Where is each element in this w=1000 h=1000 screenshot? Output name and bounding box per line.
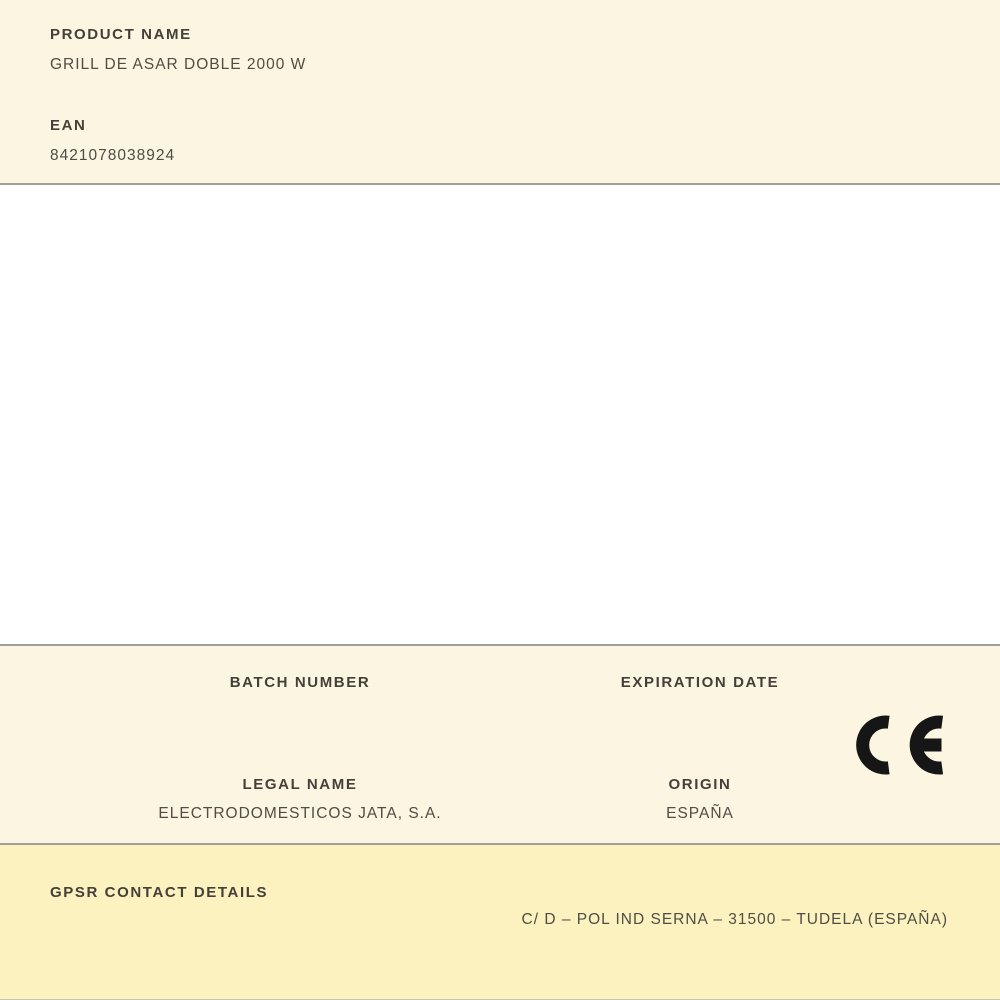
- details-section: [0, 646, 1000, 845]
- origin-block: [600, 777, 800, 822]
- origin-label: ORIGIN: [668, 776, 732, 793]
- gpsr-address: C/ D – POL IND SERNA – 31500 – TUDELA (ESPAÑA): [521, 911, 948, 928]
- details-second-row: [0, 777, 1000, 822]
- product-name-label: PRODUCT NAME: [50, 26, 192, 43]
- batch-number-block: [0, 675, 600, 703]
- blank-section: [0, 185, 1000, 646]
- expiration-date-label: EXPIRATION DATE: [620, 674, 780, 691]
- details-header-row: [0, 675, 1000, 703]
- gpsr-contact-label: GPSR CONTACT DETAILS: [50, 884, 269, 901]
- product-section: [0, 0, 1000, 185]
- batch-number-label: BATCH NUMBER: [229, 674, 371, 691]
- legal-name-value: ELECTRODOMESTICOS JATA, S.A.: [158, 805, 442, 822]
- gpsr-section: [0, 845, 1000, 1000]
- ean-value: 8421078038924: [50, 147, 176, 164]
- origin-value: ESPAÑA: [666, 805, 734, 822]
- legal-name-label: LEGAL NAME: [242, 776, 358, 793]
- product-name-value: GRILL DE ASAR DOBLE 2000 W: [50, 56, 307, 73]
- ean-label: EAN: [50, 117, 87, 134]
- expiration-date-block: [600, 675, 800, 703]
- ce-mark-icon: [856, 715, 945, 775]
- legal-name-block: [0, 777, 600, 822]
